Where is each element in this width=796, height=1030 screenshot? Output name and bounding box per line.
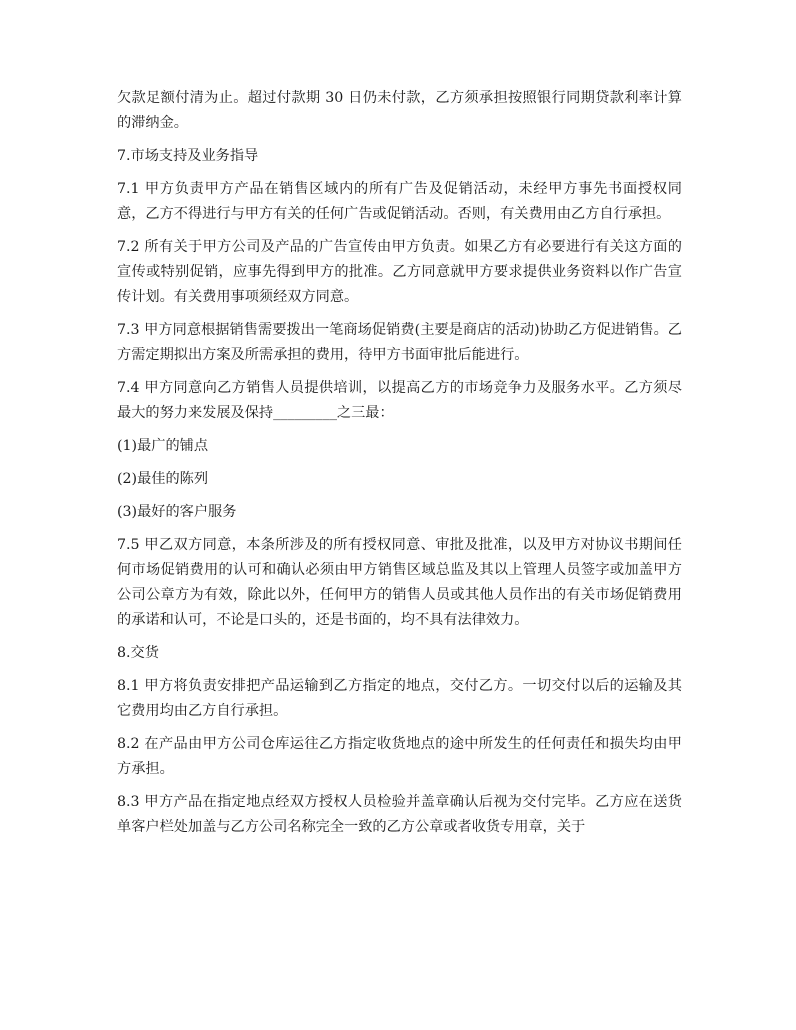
clause-8-3: 8.3 甲方产品在指定地点经双方授权人员检验并盖章确认后视为交付完毕。乙方应在送货单客户栏处加盖与乙方公司名称完全一致的乙方公章或者收货专用章，关于 bbox=[117, 794, 682, 835]
clause-7-2: 7.2 所有关于甲方公司及产品的广告宣传由甲方负责。如果乙方有必要进行有关这方面的宣传或特别促销，应事先得到甲方的批准。乙方同意就甲方要求提供业务资料以作广告宣传计划。有关费用事项须经双方同意。 bbox=[117, 239, 682, 305]
clause-7-5: 7.5 甲乙双方同意，本条所涉及的所有授权同意、审批及批准，以及甲方对协议书期间任何市场促销费用的认可和确认必须由甲方销售区域总监及其以上管理人员签字或加盖甲方公司公章方为有效，除此以外，任何甲方的销售人员或其他人员作出的有关市场促销费用的承诺和认可，不论是口头的，还是书面的，均不具有法律效力。 bbox=[117, 537, 682, 628]
list-item-2: (2)最佳的陈列 bbox=[117, 471, 209, 487]
clause-8-1: 8.1 甲方将负责安排把产品运输到乙方指定的地点，交付乙方。一切交付以后的运输及其它费用均由乙方自行承担。 bbox=[117, 678, 682, 719]
clause-7-4: 7.4 甲方同意向乙方销售人员提供培训，以提高乙方的市场竞争力及服务水平。乙方须尽最大的努力来发展及保持_________之三最： bbox=[117, 380, 682, 421]
section-heading-7: 7.市场支持及业务指导 bbox=[117, 148, 259, 164]
clause-8-2: 8.2 在产品由甲方公司仓库运往乙方指定收货地点的途中所发生的任何责任和损失均由甲方承担。 bbox=[117, 736, 682, 777]
clause-7-1: 7.1 甲方负责甲方产品在销售区域内的所有广告及促销活动，未经甲方事先书面授权同意，乙方不得进行与甲方有关的任何广告或促销活动。否则，有关费用由乙方自行承担。 bbox=[117, 181, 682, 222]
clause-7-3: 7.3 甲方同意根据销售需要拨出一笔商场促销费(主要是商店的活动)协助乙方促进销售。乙方需定期拟出方案及所需承担的费用，待甲方书面审批后能进行。 bbox=[117, 322, 682, 363]
list-item-1: (1)最广的铺点 bbox=[117, 438, 209, 454]
paragraph-overdue-payment: 欠款足额付清为止。超过付款期 30 日仍未付款，乙方须承担按照银行同期贷款利率计算的滞纳金。 bbox=[117, 90, 682, 131]
list-item-3: (3)最好的客户服务 bbox=[117, 504, 237, 520]
section-heading-8: 8.交货 bbox=[117, 645, 159, 661]
document-body bbox=[117, 86, 682, 848]
